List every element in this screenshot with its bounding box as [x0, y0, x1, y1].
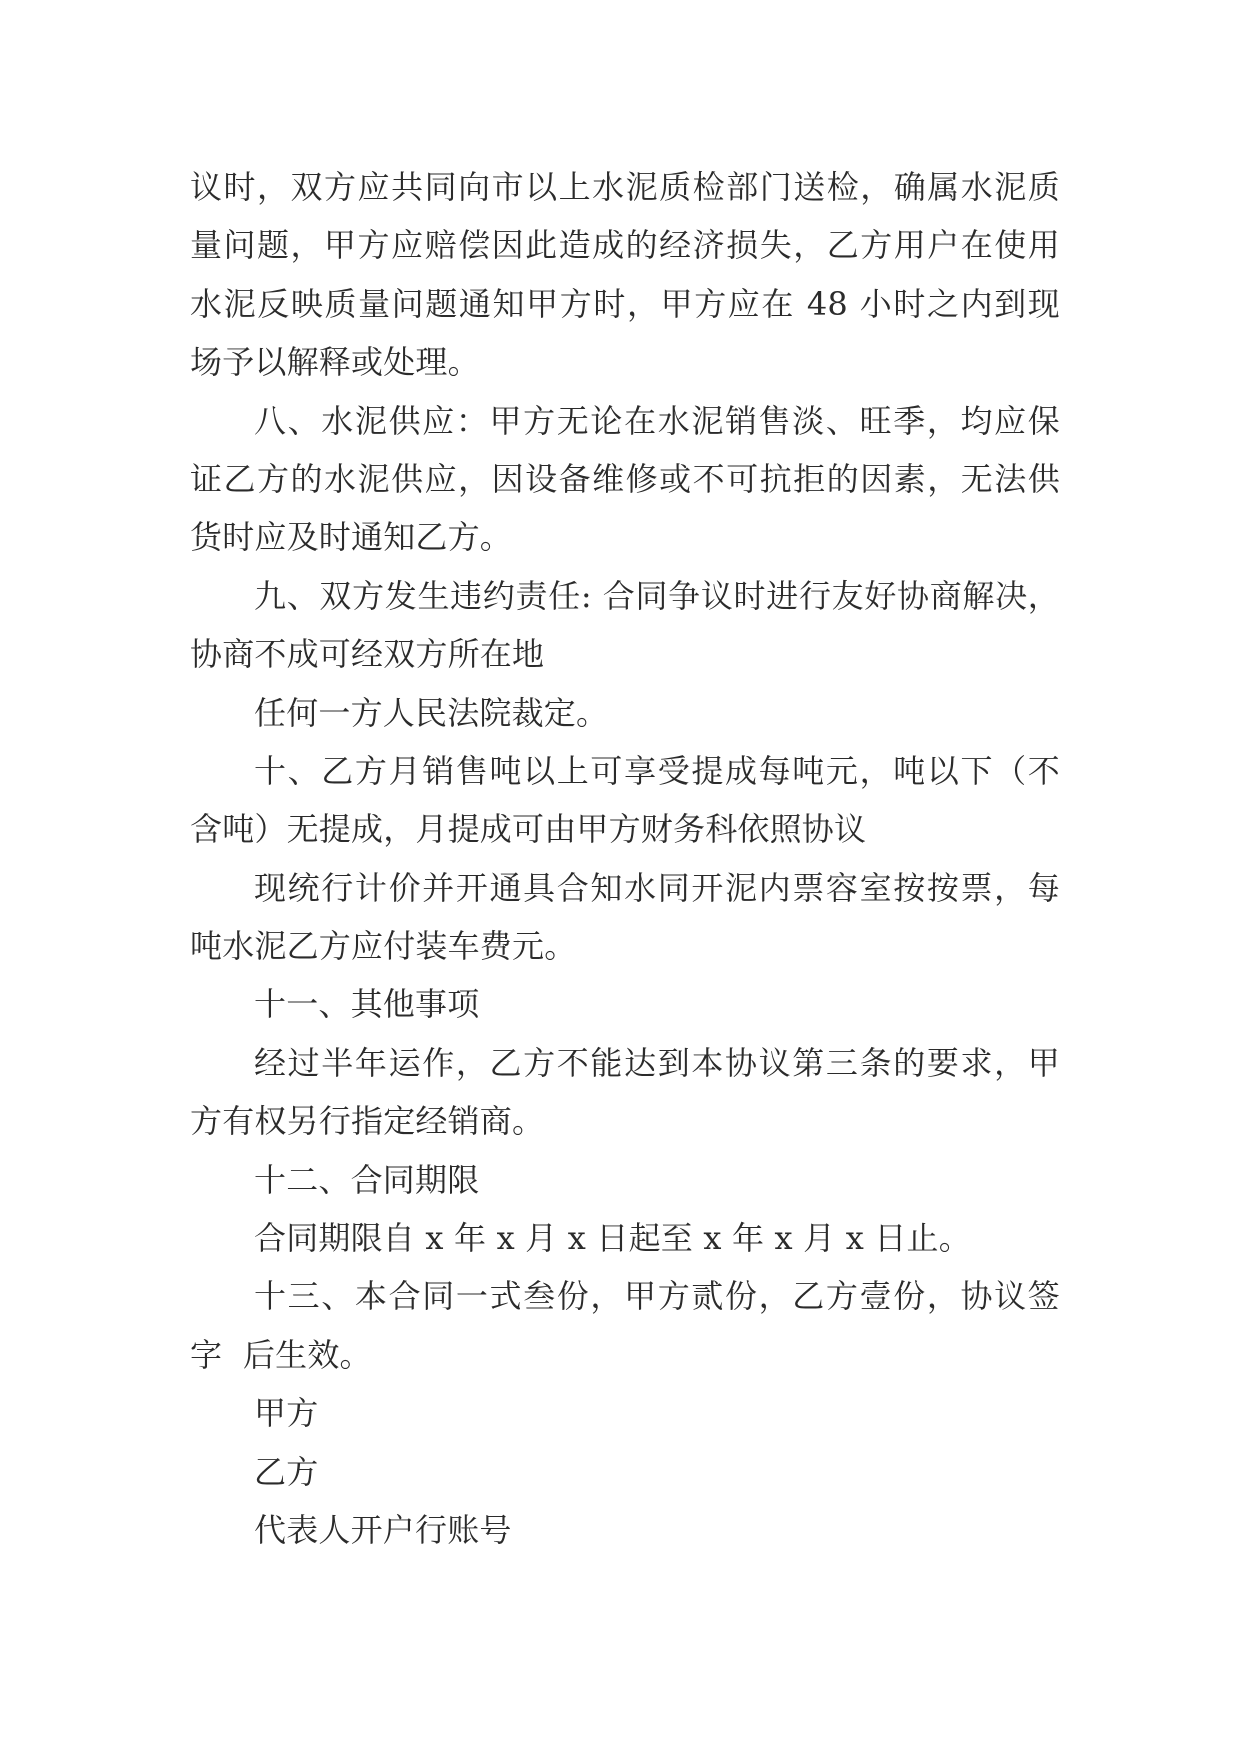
text-line: 十三、本合同一式叁份，甲方贰份，乙方壹份，协议签: [254, 1277, 1060, 1316]
text-line: 九、双方发生违约责任: 合同争议时进行友好协商解决，: [254, 576, 1060, 615]
text-line: 经过半年运作，乙方不能达到本协议第三条的要求，甲: [254, 1043, 1060, 1082]
text-line: 含吨）无提成，月提成可由甲方财务科依照协议: [190, 810, 867, 849]
text-line: 方有权另行指定经销商。: [190, 1102, 545, 1141]
text-line: 量问题，甲方应赔偿因此造成的经济损失，乙方用户在使用: [190, 226, 1060, 265]
document-body: [190, 158, 1060, 1559]
signature-party-a: 甲方: [254, 1394, 319, 1433]
signature-bank-info: 代表人开户行账号: [254, 1510, 512, 1549]
signature-party-b: 乙方: [254, 1452, 319, 1491]
text-line: 八、水泥供应：甲方无论在水泥销售淡、旺季，均应保: [254, 401, 1060, 440]
text-line: 货时应及时通知乙方。: [190, 518, 513, 557]
text-line: 任何一方人民法院裁定。: [254, 693, 609, 732]
text-line: 吨水泥乙方应付装车费元。: [190, 927, 577, 966]
text-line: 议时，双方应共同向市以上水泥质检部门送检，确属水泥质: [190, 168, 1060, 206]
text-line: 合同期限自 x 年 x 月 x 日起至 x 年 x 月 x 日止。: [254, 1219, 971, 1258]
text-line: 场予以解释或处理。: [190, 343, 480, 382]
text-line: 字 后生效。: [190, 1335, 372, 1374]
section-heading: 十一、其他事项: [254, 985, 480, 1024]
text-line: 协商不成可经双方所在地: [190, 635, 545, 674]
text-line: 水泥反映质量问题通知甲方时，甲方应在 48 小时之内到现: [190, 284, 1060, 323]
section-heading: 十二、合同期限: [254, 1160, 480, 1199]
text-line: 十、乙方月销售吨以上可享受提成每吨元，吨以下（不: [254, 751, 1060, 790]
text-line: 证乙方的水泥供应，因设备维修或不可抗拒的因素，无法供: [190, 459, 1060, 498]
text-line: 现统行计价并开通具合知水同开泥内票容室按按票，每: [254, 868, 1060, 907]
